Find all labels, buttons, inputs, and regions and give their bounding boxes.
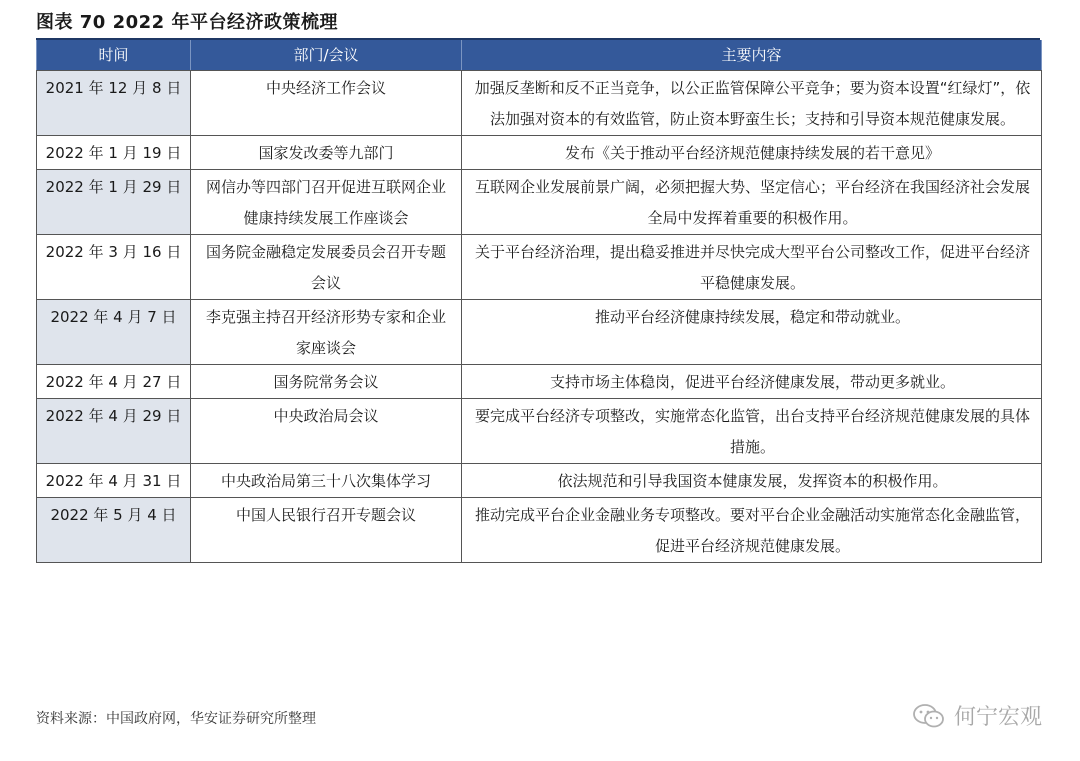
table-row — [37, 464, 1042, 498]
cell-content: 推动平台经济健康持续发展，稳定和带动就业。 — [462, 300, 1042, 365]
cell-dept: 国务院常务会议 — [191, 365, 462, 399]
table-row — [37, 300, 1042, 365]
cell-content: 要完成平台经济专项整改，实施常态化监管，出台支持平台经济规范健康发展的具体措施。 — [462, 399, 1042, 464]
cell-date: 2022 年 4 月 7 日 — [37, 300, 191, 365]
cell-date: 2022 年 4 月 29 日 — [37, 399, 191, 464]
cell-dept: 中国人民银行召开专题会议 — [191, 498, 462, 563]
cell-dept: 国务院金融稳定发展委员会召开专题会议 — [191, 235, 462, 300]
table-row — [37, 71, 1042, 136]
table-row — [37, 365, 1042, 399]
header-dept: 部门/会议 — [191, 40, 462, 71]
cell-content: 加强反垄断和反不正当竞争，以公正监管保障公平竞争；要为资本设置“红绿灯”，依法加强对资本的有效监管，防止资本野蛮生长；支持和引导资本规范健康发展。 — [462, 71, 1042, 136]
table-header-row — [37, 40, 1042, 71]
table-row — [37, 136, 1042, 170]
cell-date: 2022 年 1 月 29 日 — [37, 170, 191, 235]
header-content: 主要内容 — [462, 40, 1042, 71]
figure-title: 图表 70 2022 年平台经济政策梳理 — [36, 12, 338, 33]
source-note: 资料来源：中国政府网，华安证券研究所整理 — [36, 711, 316, 727]
watermark — [912, 700, 1042, 731]
cell-content: 关于平台经济治理，提出稳妥推进并尽快完成大型平台公司整改工作，促进平台经济平稳健康发展。 — [462, 235, 1042, 300]
wechat-icon — [912, 703, 946, 729]
cell-date: 2022 年 3 月 16 日 — [37, 235, 191, 300]
cell-date: 2022 年 4 月 27 日 — [37, 365, 191, 399]
cell-content: 依法规范和引导我国资本健康发展，发挥资本的积极作用。 — [462, 464, 1042, 498]
cell-dept: 网信办等四部门召开促进互联网企业健康持续发展工作座谈会 — [191, 170, 462, 235]
cell-date: 2022 年 4 月 31 日 — [37, 464, 191, 498]
cell-content: 推动完成平台企业金融业务专项整改。要对平台企业金融活动实施常态化金融监管，促进平台经济规范健康发展。 — [462, 498, 1042, 563]
cell-date: 2022 年 5 月 4 日 — [37, 498, 191, 563]
cell-content: 发布《关于推动平台经济规范健康持续发展的若干意见》 — [462, 136, 1042, 170]
cell-dept: 中央政治局会议 — [191, 399, 462, 464]
cell-dept: 李克强主持召开经济形势专家和企业家座谈会 — [191, 300, 462, 365]
cell-date: 2022 年 1 月 19 日 — [37, 136, 191, 170]
cell-dept: 国家发改委等九部门 — [191, 136, 462, 170]
cell-dept: 中央政治局第三十八次集体学习 — [191, 464, 462, 498]
cell-content: 支持市场主体稳岗，促进平台经济健康发展，带动更多就业。 — [462, 365, 1042, 399]
table-row — [37, 399, 1042, 464]
watermark-text: 何宁宏观 — [953, 705, 1042, 730]
cell-dept: 中央经济工作会议 — [191, 71, 462, 136]
cell-content: 互联网企业发展前景广阔，必须把握大势、坚定信心；平台经济在我国经济社会发展全局中发挥着重要的积极作用。 — [462, 170, 1042, 235]
policy-table — [36, 40, 1042, 563]
table-row — [37, 498, 1042, 563]
cell-date: 2021 年 12 月 8 日 — [37, 71, 191, 136]
header-time: 时间 — [37, 40, 191, 71]
table-row — [37, 235, 1042, 300]
table-row — [37, 170, 1042, 235]
